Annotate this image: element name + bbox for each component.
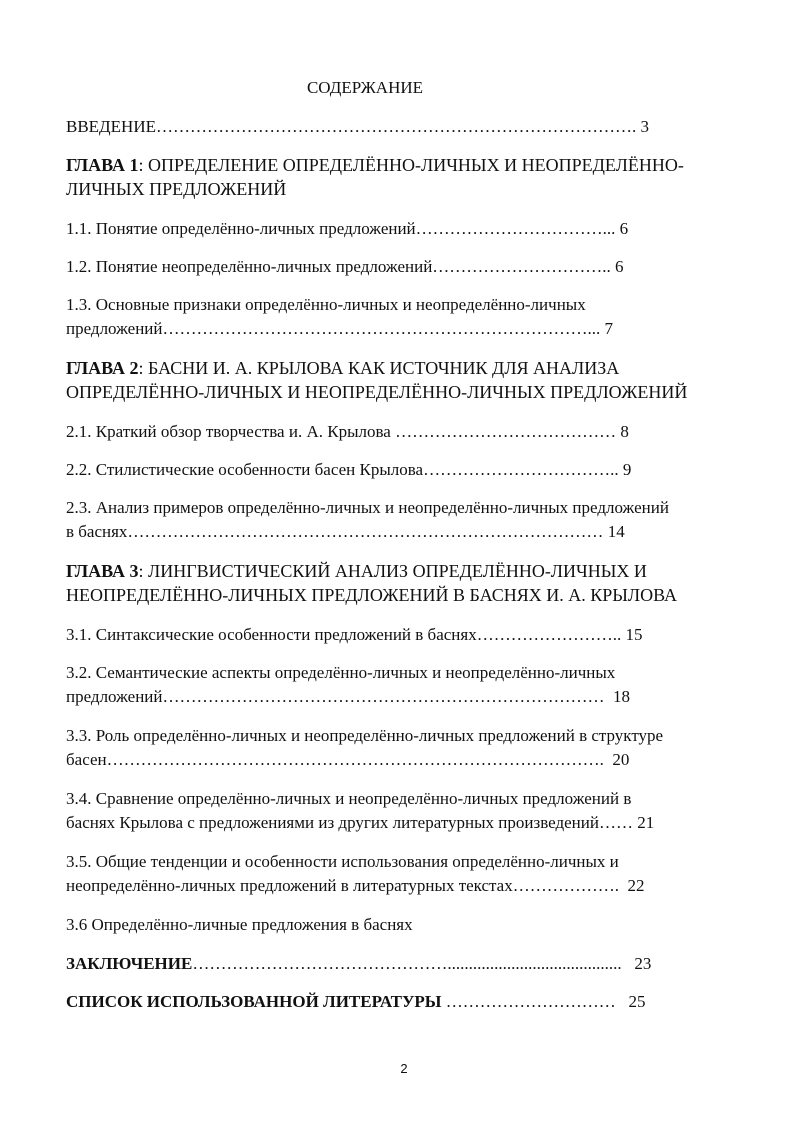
toc-page-number: 25 [628, 992, 646, 1011]
toc-item-1-1[interactable] [66, 218, 628, 239]
toc-item-3-2-line2[interactable] [66, 686, 630, 707]
toc-item-label: 2.2. Стилистические особенности басен Крылова…………………………….. [66, 460, 623, 479]
toc-item-2-1[interactable] [66, 421, 629, 442]
toc-item-label: предложений…………………………………………………………………… [66, 687, 613, 706]
chapter-1-label: ГЛАВА 1 [66, 155, 139, 175]
chapter-1-title-line2: ЛИЧНЫХ ПРЕДЛОЖЕНИЙ [66, 179, 287, 199]
toc-item-3-6[interactable]: 3.6 Определённо-личные предложения в баснях [66, 915, 413, 934]
toc-page-number: 14 [607, 522, 625, 541]
toc-item-label: 3.1. Синтаксические особенности предложений в баснях…………………….. [66, 625, 626, 644]
chapter-3-label: ГЛАВА 3 [66, 561, 139, 581]
toc-item-label: баснях Крылова с предложениями из других литературных произведений…… [66, 813, 638, 832]
toc-item-label: ЗАКЛЮЧЕНИЕ [66, 954, 193, 973]
toc-item-label: 1.1. Понятие определённо-личных предложений……………………………... [66, 219, 620, 238]
toc-page-number: 18 [613, 687, 630, 706]
toc-page-number: 7 [604, 319, 613, 338]
toc-page-number: 9 [622, 460, 632, 479]
toc-item-3-5-line2[interactable] [66, 875, 644, 896]
chapter-1-title-line1: : ОПРЕДЕЛЕНИЕ ОПРЕДЕЛЁННО-ЛИЧНЫХ И НЕОПРЕДЕЛЁННО- [138, 155, 684, 175]
toc-item-3-2-line1[interactable]: 3.2. Семантические аспекты определённо-личных и неопределённо-личных [66, 663, 616, 682]
chapter-3-title-line2: НЕОПРЕДЕЛЁННО-ЛИЧНЫХ ПРЕДЛОЖЕНИЙ В БАСНЯХ И. А. КРЫЛОВА [66, 585, 677, 605]
toc-item-references[interactable] [66, 991, 646, 1012]
page-number: 2 [400, 1061, 408, 1076]
toc-item-conclusion[interactable] [66, 953, 651, 974]
toc-item-3-4-line2[interactable] [66, 812, 654, 833]
toc-page-number: 23 [634, 954, 652, 973]
chapter-2-label: ГЛАВА 2 [66, 358, 139, 378]
toc-page-number: 22 [627, 876, 645, 895]
toc-page-number: 21 [637, 813, 655, 832]
toc-page-number: 6 [619, 219, 629, 238]
toc-item-3-5-line1[interactable]: 3.5. Общие тенденции и особенности использования определённо-личных и [66, 852, 619, 871]
toc-leader-dots: ………………………………………......................................... [192, 954, 635, 973]
toc-item-3-4-line1[interactable]: 3.4. Сравнение определённо-личных и неопределённо-личных предложений в [66, 789, 632, 808]
chapter-2-title-line2: ОПРЕДЕЛЁННО-ЛИЧНЫХ И НЕОПРЕДЕЛЁННО-ЛИЧНЫХ ПРЕДЛОЖЕНИЙ [66, 382, 688, 402]
toc-item-label: 2.1. Краткий обзор творчества и. А. Крылова ………………………………… [66, 422, 621, 441]
toc-title: СОДЕРЖАНИЕ [306, 78, 424, 97]
toc-page-number: 20 [612, 750, 630, 769]
chapter-3-heading[interactable] [66, 560, 647, 582]
toc-item-3-1[interactable] [66, 624, 642, 645]
toc-item-label: 1.2. Понятие неопределённо-личных предложений………………………….. [66, 257, 616, 276]
toc-item-introduction[interactable] [66, 116, 649, 137]
toc-page-number: 3 [640, 117, 649, 136]
toc-page-number: 8 [620, 422, 629, 441]
toc-item-2-3-line1[interactable]: 2.3. Анализ примеров определённо-личных и неопределённо-личных предложений [66, 498, 669, 517]
chapter-2-heading[interactable] [66, 357, 619, 379]
toc-item-1-3-line1[interactable]: 1.3. Основные признаки определённо-личных и неопределённо-личных [66, 295, 586, 314]
toc-item-label: ВВЕДЕНИЕ…………………………………………………………………………. [66, 117, 641, 136]
chapter-2-title-line1: : БАСНИ И. А. КРЫЛОВА КАК ИСТОЧНИК ДЛЯ АНАЛИЗА [138, 358, 620, 378]
toc-item-3-3-line1[interactable]: 3.3. Роль определённо-личных и неопределённо-личных предложений в структуре [66, 726, 664, 745]
toc-leader-dots: ………………………… [441, 992, 629, 1011]
toc-item-1-2[interactable] [66, 256, 624, 277]
toc-item-2-2[interactable] [66, 459, 631, 480]
toc-page-number: 6 [615, 257, 624, 276]
toc-page-number: 15 [625, 625, 643, 644]
toc-item-label: в баснях………………………………………………………………………… [66, 522, 608, 541]
chapter-3-title-line1: : ЛИНГВИСТИЧЕСКИЙ АНАЛИЗ ОПРЕДЕЛЁННО-ЛИЧНЫХ И [138, 561, 647, 581]
toc-item-2-3-line2[interactable] [66, 521, 625, 542]
chapter-1-heading[interactable] [66, 154, 684, 176]
toc-item-label: предложений…………………………………………………………………... [66, 319, 605, 338]
toc-item-3-3-line2[interactable] [66, 749, 629, 770]
toc-item-label: неопределённо-личных предложений в литературных текстах………………. [66, 876, 628, 895]
toc-item-label: басен……………………………………………………………………………. [66, 750, 613, 769]
toc-item-1-3-line2[interactable] [66, 318, 613, 339]
toc-item-label: СПИСОК ИСПОЛЬЗОВАННОЙ ЛИТЕРАТУРЫ [66, 992, 442, 1011]
